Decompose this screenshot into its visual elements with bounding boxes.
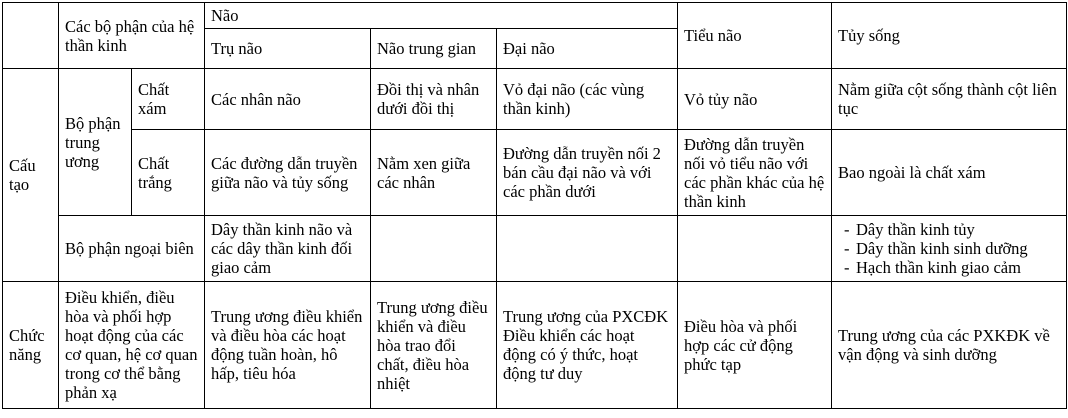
row-chuc-nang [3, 282, 1067, 409]
label-trung-uong: Bộ phận trung ương [59, 69, 132, 216]
label-ngoai-bien: Bộ phận ngoại biên [59, 216, 205, 282]
cell-chat-trang-tieu-nao: Đường dẫn truyền nối vỏ tiểu não với các phần khác của hệ thần kinh [678, 130, 832, 216]
label-chat-xam: Chất xám [132, 69, 205, 130]
ngoai-bien-list [838, 220, 1060, 277]
cell-chat-trang-dai-nao: Đường dẫn truyền nối 2 bán cầu đại não và với các phần dưới [497, 130, 678, 216]
row-chat-trang [3, 130, 1067, 216]
cell-chat-trang-tru-nao: Các đường dẫn truyền giữa não và tủy sống [205, 130, 371, 216]
label-cau-tao: Cấu tạo [3, 69, 59, 282]
header-tru-nao: Trụ não [205, 29, 371, 69]
cell-chat-xam-nao-trung-gian: Đồi thị và nhân dưới đồi thị [371, 69, 497, 130]
list-item: - Dây thần kinh tủy [844, 220, 1060, 239]
cell-chuc-nang-bo-phan: Điều khiển, điều hòa và phối hợp hoạt động của các cơ quan, hệ cơ quan trong cơ thể bằng phản xạ [59, 282, 205, 409]
cell-chuc-nang-dai-nao [497, 282, 678, 409]
cell-chat-xam-tuy-song: Nằm giữa cột sống thành cột liên tục [832, 69, 1067, 130]
header-row-1 [3, 3, 1067, 29]
cell-ngoai-bien-tieu-nao [678, 216, 832, 282]
cell-chat-trang-tuy-song: Bao ngoài là chất xám [832, 130, 1067, 216]
header-dai-nao: Đại não [497, 29, 678, 69]
cell-ngoai-bien-dai-nao [497, 216, 678, 282]
header-nao-trung-gian: Não trung gian [371, 29, 497, 69]
corner-cell [3, 3, 59, 69]
cell-chat-xam-tieu-nao: Vỏ tủy não [678, 69, 832, 130]
dai-nao-line-1: Trung ương của PXCĐK [503, 307, 669, 326]
label-chuc-nang: Chức năng [3, 282, 59, 409]
cell-chat-xam-tru-nao: Các nhân não [205, 69, 371, 130]
cell-chuc-nang-tru-nao: Trung ương điều khiển và điều hòa các hoạt động tuần hoàn, hô hấp, tiêu hóa [205, 282, 371, 409]
header-nao: Não [205, 3, 678, 29]
row-ngoai-bien [3, 216, 1067, 282]
cell-chat-xam-dai-nao: Vỏ đại não (các vùng thần kinh) [497, 69, 678, 130]
cell-chuc-nang-tuy-song: Trung ương của các PXKĐK về vận động và sinh dưỡng [832, 282, 1067, 409]
nervous-system-table [2, 2, 1067, 409]
list-item: - Hạch thần kinh giao cảm [844, 258, 1060, 277]
cell-chuc-nang-tieu-nao: Điều hòa và phối hợp các cử động phức tạp [678, 282, 832, 409]
cell-ngoai-bien-nao-trung-gian [371, 216, 497, 282]
header-tuy-song: Tủy sống [832, 3, 1067, 69]
cell-ngoai-bien-tru-nao: Dây thần kinh não và các dây thần kinh đối giao cảm [205, 216, 371, 282]
dai-nao-line-2: Điều khiển các hoạt động có ý thức, hoạt động tư duy [503, 326, 638, 383]
list-item: - Dây thần kinh sinh dưỡng [844, 239, 1060, 258]
cell-chat-trang-nao-trung-gian: Nằm xen giữa các nhân [371, 130, 497, 216]
cell-ngoai-bien-tuy-song [832, 216, 1067, 282]
cell-chuc-nang-nao-trung-gian: Trung ương điều khiển và điều hòa trao đổi chất, điều hòa nhiệt [371, 282, 497, 409]
label-chat-trang: Chất trắng [132, 130, 205, 216]
row-chat-xam [3, 69, 1067, 130]
header-tieu-nao: Tiểu não [678, 3, 832, 69]
header-bo-phan: Các bộ phận của hệ thần kinh [59, 3, 205, 69]
